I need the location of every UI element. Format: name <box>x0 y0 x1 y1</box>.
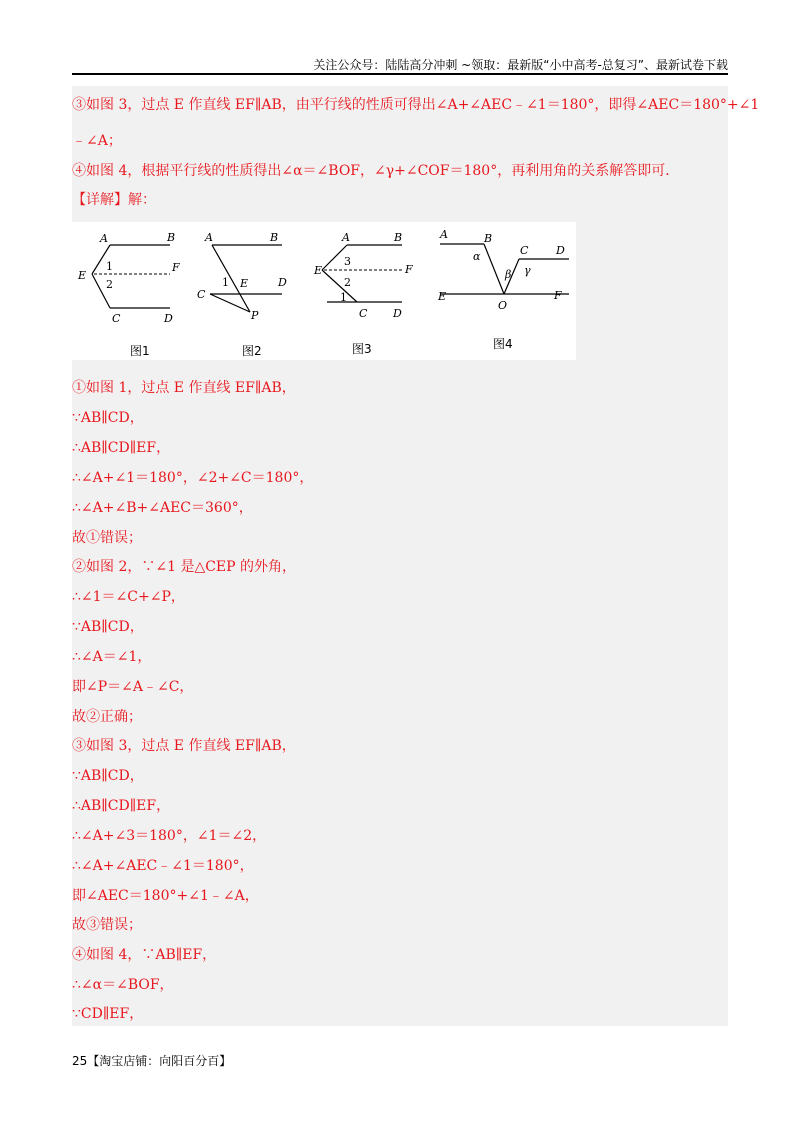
fig4-label-alpha: α <box>473 250 481 263</box>
solution-line: 即∠AEC＝180°+∠1﹣∠A， <box>72 888 259 904</box>
figure-1 <box>77 231 180 358</box>
figure-3 <box>313 231 413 356</box>
fig1-label-1: 1 <box>106 260 113 273</box>
fig3-label-A: A <box>342 231 350 244</box>
solution-line: ④如图 4，∵AB∥EF， <box>72 947 217 963</box>
fig2-label-E: E <box>240 277 249 290</box>
fig2-label-A: A <box>205 231 213 244</box>
solution-line: 即∠P＝∠A﹣∠C， <box>72 679 194 695</box>
fig4-label-O: O <box>498 299 508 312</box>
detail-label-text: 【详解】解： <box>72 192 156 208</box>
fig3-label-E: E <box>314 264 323 277</box>
fig4-label-E: E <box>438 290 447 303</box>
fig1-label-A: A <box>100 232 108 245</box>
fig2-label-P: P <box>251 309 259 322</box>
solution-line: ∴AB∥CD∥EF， <box>72 798 171 814</box>
content-area <box>72 86 760 1026</box>
hint-line-1: ③如图 3，过点 E 作直线 EF∥AB，由平行线的性质可得出∠A+∠AEC﹣∠1＝180°，即得∠AEC＝180°+∠1 <box>72 97 760 113</box>
fig4-label-gamma: γ <box>524 264 531 277</box>
fig1-label-D: D <box>164 312 173 325</box>
solution-line: ∵AB∥CD， <box>72 410 144 426</box>
hint-line-2: ﹣∠A； <box>72 133 122 149</box>
hint-line-3: ④如图 4，根据平行线的性质得出∠α＝∠BOF，∠γ+∠COF＝180°，再利用角的关系解答即可． <box>72 163 680 179</box>
solution-line: ②如图 2，∵∠1 是△CEP 的外角， <box>72 559 297 575</box>
fig4-label-B: B <box>484 232 493 245</box>
fig4-label-F: F <box>554 289 562 302</box>
fig4-label-A: A <box>440 228 448 241</box>
solution-line: 故②正确； <box>72 709 142 725</box>
fig1-label-2: 2 <box>106 278 113 291</box>
figure-2 <box>197 231 287 358</box>
figures-panel <box>72 222 576 360</box>
fig3-label-F: F <box>405 263 413 276</box>
solution-line: ∴AB∥CD∥EF， <box>72 440 171 456</box>
fig2-label-C: C <box>197 288 206 301</box>
detail-label <box>72 190 156 210</box>
solution-line: ∴∠A＝∠1， <box>72 649 152 665</box>
fig1-label-F: F <box>172 261 180 274</box>
fig4-label-C: C <box>520 244 529 257</box>
fig2-label-B: B <box>270 231 279 244</box>
solution-line: ∵AB∥CD， <box>72 768 144 784</box>
fig1-label-C: C <box>112 312 121 325</box>
solution-line: ∴∠A+∠AEC﹣∠1＝180°， <box>72 858 254 874</box>
solution-line: ③如图 3，过点 E 作直线 EF∥AB， <box>72 738 296 754</box>
solution-line: ①如图 1，过点 E 作直线 EF∥AB， <box>72 380 296 396</box>
solution-line: ∴∠A+∠3＝180°，∠1＝∠2， <box>72 828 267 844</box>
page-footer: 25【淘宝店铺：向阳百分百】 <box>72 1054 232 1068</box>
solution-line: ∴∠α＝∠BOF， <box>72 977 174 993</box>
fig4-caption: 图4 <box>493 337 513 351</box>
fig3-label-1: 1 <box>340 291 347 304</box>
solution-line: ∵CD∥EF， <box>72 1006 144 1022</box>
fig1-label-B: B <box>167 231 176 244</box>
solution-line: 故③错误； <box>72 917 142 933</box>
fig3-label-3: 3 <box>344 255 351 268</box>
solution-line: ∴∠A+∠1＝180°，∠2+∠C＝180°， <box>72 470 314 486</box>
solution-line: ∵AB∥CD， <box>72 619 144 635</box>
fig4-label-D: D <box>556 244 565 257</box>
solution-line: ∴∠1＝∠C+∠P， <box>72 589 185 605</box>
fig4-label-beta: β <box>505 268 512 281</box>
fig3-label-2: 2 <box>344 276 351 289</box>
header-rule <box>72 73 728 75</box>
fig2-label-D: D <box>278 276 287 289</box>
page-header: 关注公众号：陆陆高分冲刺 ~领取：最新版“小中高考-总复习”、最新试卷下载 <box>313 58 728 72</box>
fig2-caption: 图2 <box>242 344 262 358</box>
fig3-label-C: C <box>359 307 368 320</box>
fig1-caption: 图1 <box>130 344 150 358</box>
fig2-label-1: 1 <box>222 276 229 289</box>
fig3-label-B: B <box>394 231 403 244</box>
fig3-label-D: D <box>393 307 402 320</box>
fig3-caption: 图3 <box>352 342 372 356</box>
figure-4 <box>437 228 569 351</box>
solution-line: 故①错误； <box>72 530 142 546</box>
fig1-label-E: E <box>78 269 87 282</box>
solution-line: ∴∠A+∠B+∠AEC＝360°， <box>72 500 253 516</box>
